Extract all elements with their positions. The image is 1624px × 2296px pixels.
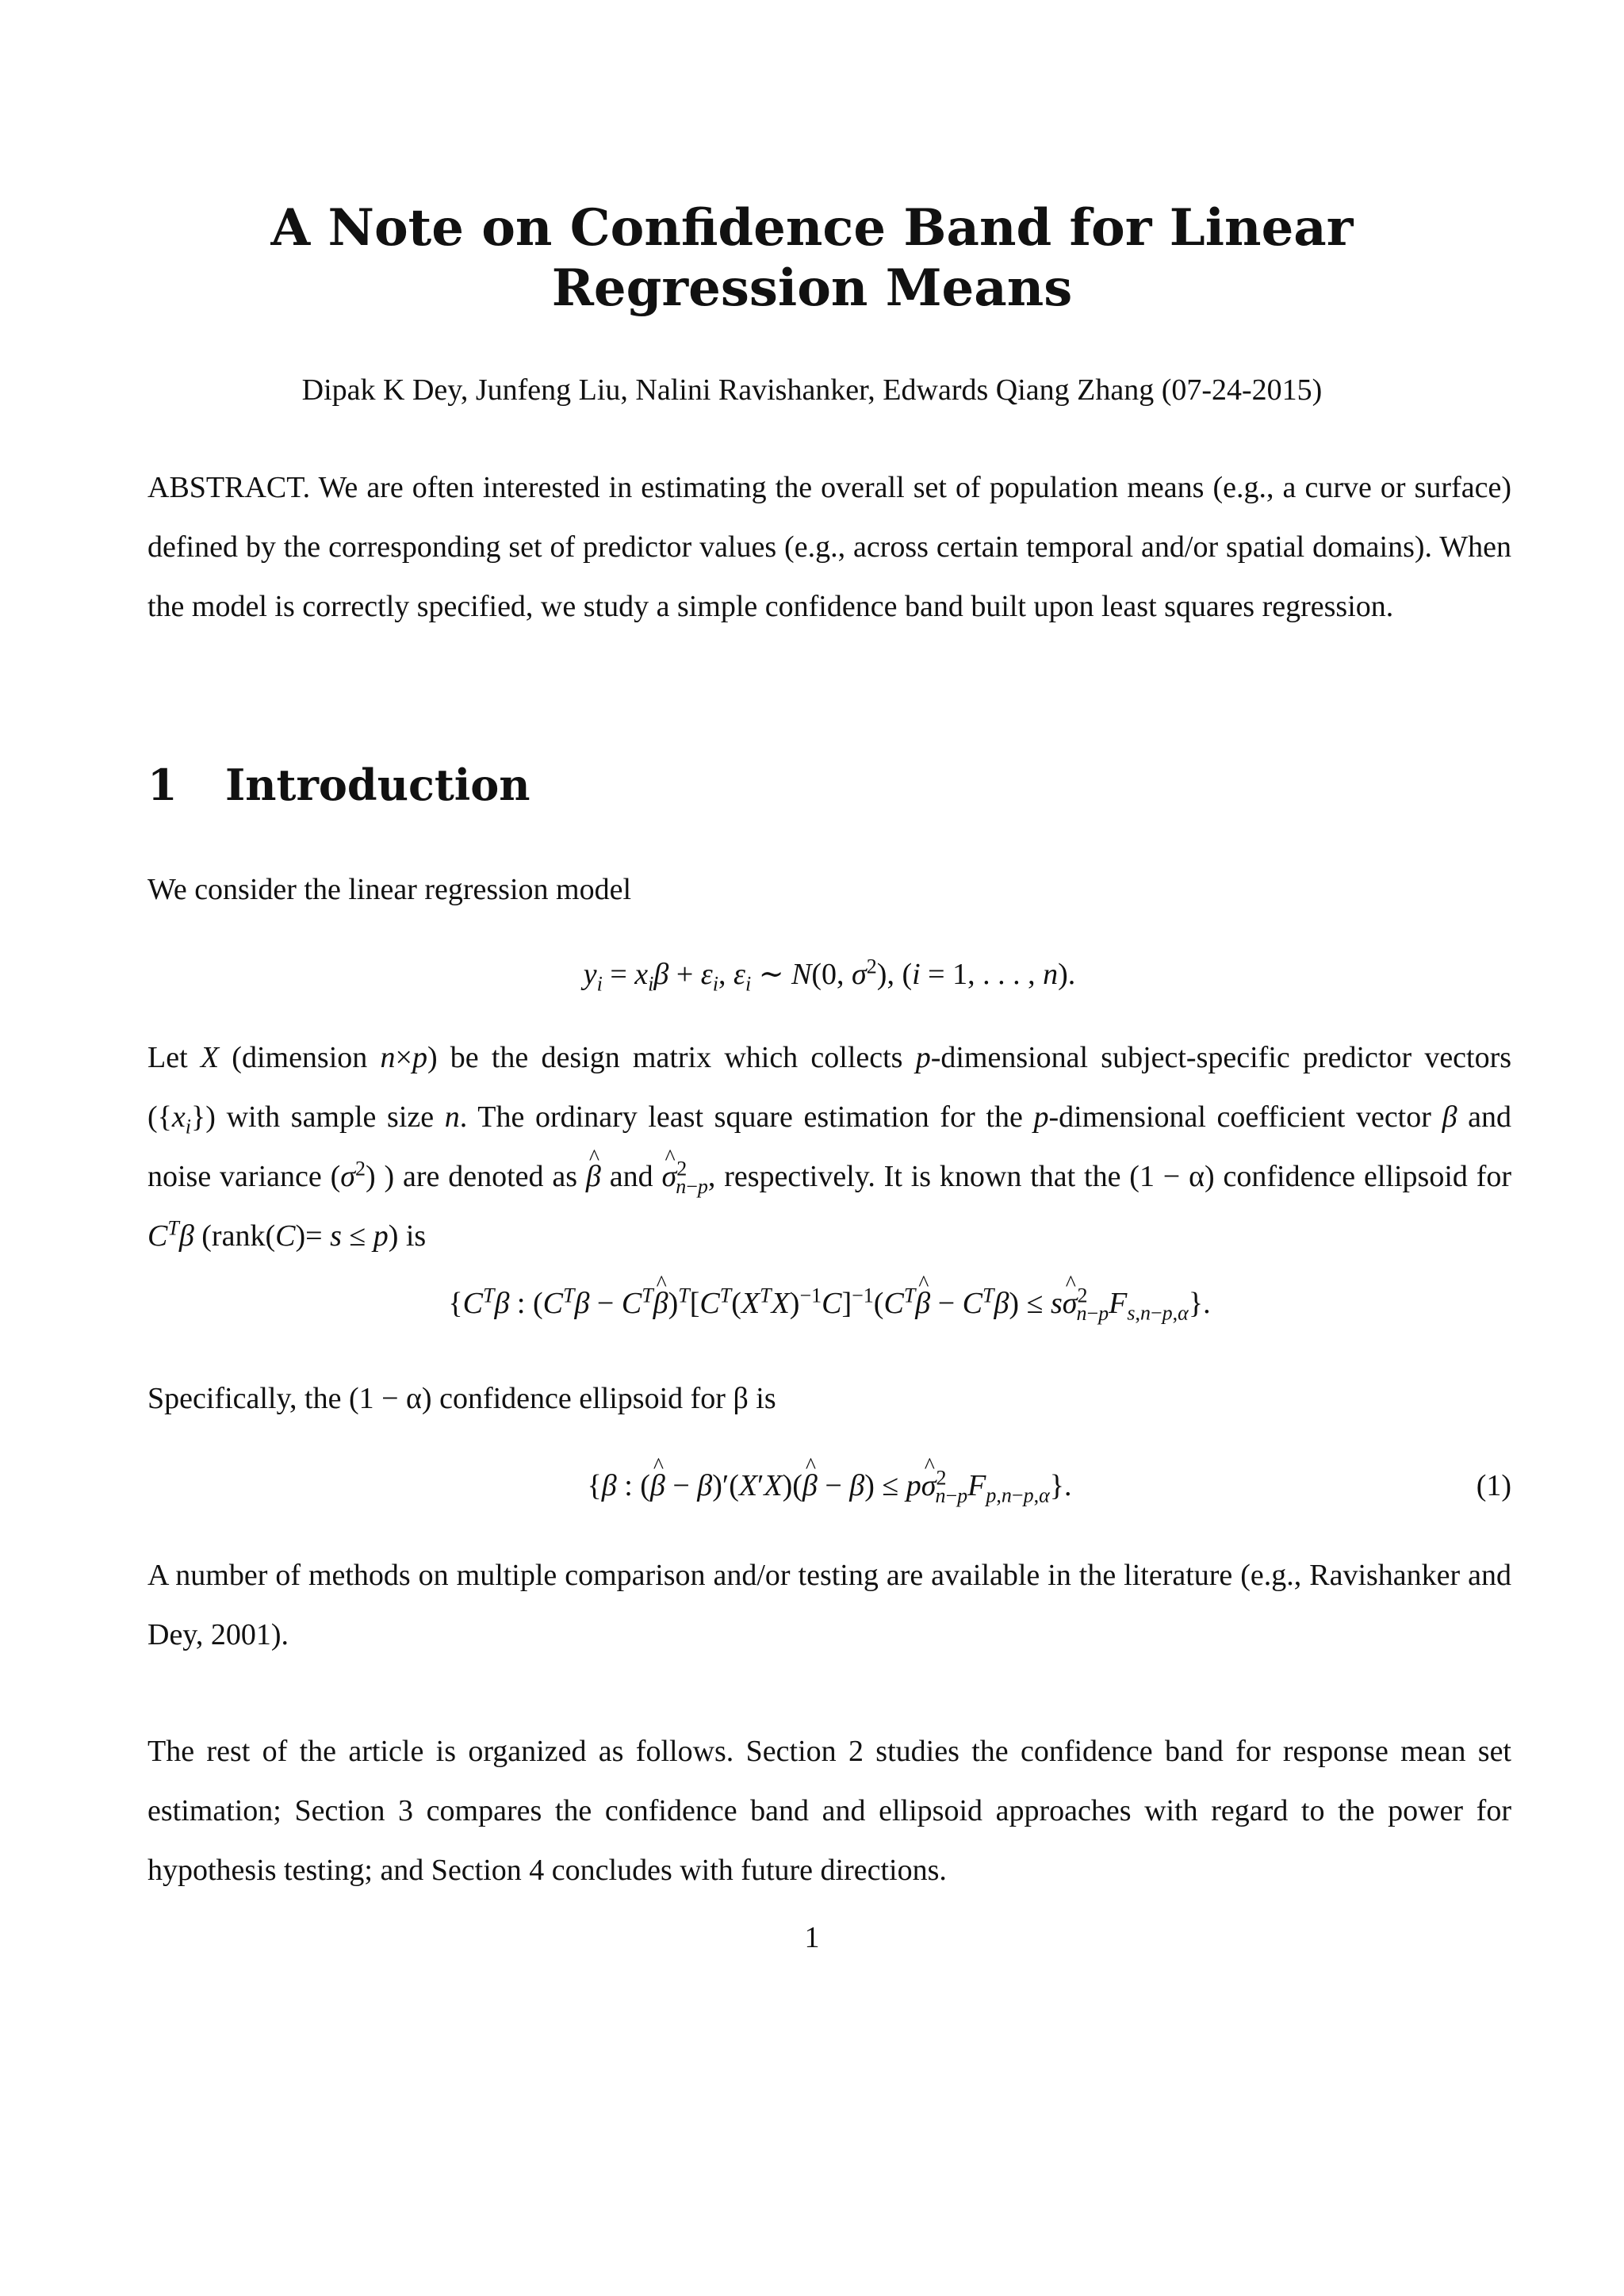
author-list: Dipak K Dey, Junfeng Liu, Nalini Ravishanker, Edwards Qiang Zhang (07-24-2015): [301, 373, 1323, 407]
p2-text-j: and: [609, 1160, 653, 1193]
p2-text-i: ) are denoted as: [384, 1160, 578, 1193]
section-heading: [147, 757, 530, 813]
p2-text-d: -dimensional subject-specific predictor vectors (: [147, 1041, 1512, 1134]
p2-text-g: -dimensional coefficient vector: [1048, 1100, 1431, 1134]
p2-text-a: Let: [147, 1041, 188, 1074]
section-number: 1: [147, 760, 178, 810]
p2-text-h: and noise variance (: [147, 1100, 1512, 1193]
paper-title: [190, 198, 1434, 319]
intro-paragraph-3: Specifically, the (1 − α) confidence ellipsoid for β is: [147, 1382, 776, 1415]
intro-paragraph-1: We consider the linear regression model: [147, 873, 632, 906]
p2-text-n: ) is: [388, 1219, 427, 1253]
intro-paragraph-4: A number of methods on multiple comparison and/or testing are available in the literature (e.g., Ravishanker and Dey, 2001).: [147, 1559, 1511, 1651]
p2-text-e: ) with sample size: [205, 1100, 435, 1134]
p2-text-b: (dimension: [232, 1041, 368, 1074]
abstract-label: ABSTRACT.: [147, 471, 311, 504]
title-line-1: A Note on Confidence Band for Linear: [270, 198, 1354, 258]
abstract: [147, 458, 1511, 637]
equation-ellipsoid-general: {$C^T\beta$ : ($C^T\beta$ − $C^T\^{}$ $\beta)^T[C^T(X^TX)^{-1}C]^{-1}(C^T\^{}$ $\beta - C^T\beta$) ≤ s^ $\sigma^2_{n-p}F_{s,n-p,\alpha}$}.: [147, 1284, 1511, 1322]
p2-text-f: . The ordinary least square estimation for the: [459, 1100, 1023, 1134]
p2-text-k: , respectively. It is known that the (1 − α) confidence ellipsoid for: [707, 1160, 1512, 1193]
page-number: 1: [804, 1921, 820, 1954]
section-title: Introduction: [225, 760, 530, 810]
intro-paragraph-5: The rest of the article is organized as follows. Section 2 studies the confidence band for response mean set estimation; Section 3 compares the confidence band and ellipsoid approaches with regard to the power for hypothesis testing; and Section 4 concludes with future directions.: [147, 1735, 1511, 1887]
equation-ellipsoid-beta: {β : (^ β − β)′(X′X)(^ β − β) ≤ p^ $\sigma^2_{n-p}F_{p,n-p,\alpha}$}.: [147, 1467, 1511, 1505]
equation-model: $y_i = x_i\beta + \varepsilon_i$, $\varepsilon_i$ ∼ N(0, $\sigma^2$), (i = 1, . . . , n).: [583, 955, 1076, 996]
p2-text-l: (rank(: [201, 1219, 276, 1253]
equation-number: (1): [1476, 1469, 1511, 1502]
p2-text-m: )=: [295, 1219, 323, 1253]
title-line-2: Regression Means: [551, 258, 1073, 318]
abstract-text: We are often interested in estimating the overall set of population means (e.g., a curve or surface) defined by the corresponding set of predictor values (e.g., across certain temporal and/or spatial domains). When the model is correctly specified, we study a simple confidence band built upon least squares regression.: [147, 471, 1511, 623]
p2-text-c: ) be the design matrix which collects: [427, 1041, 903, 1074]
intro-paragraph-2: Let X (dimension n×p) be the design matrix which collects p-dimensional subject-specific predictor vectors $(\{x_i\})$ with sample size n. The ordinary least square estimation for the p-dimensional coefficient vector β and noise variance $(\sigma^2)$ ) are denoted as ^ β and ^ $\sigma^2_{n-p}$, respectively. It is known that the (1 − α) confidence ellipsoid for $C^T\beta$ (rank(C)= s ≤ p) is: [147, 1028, 1511, 1266]
